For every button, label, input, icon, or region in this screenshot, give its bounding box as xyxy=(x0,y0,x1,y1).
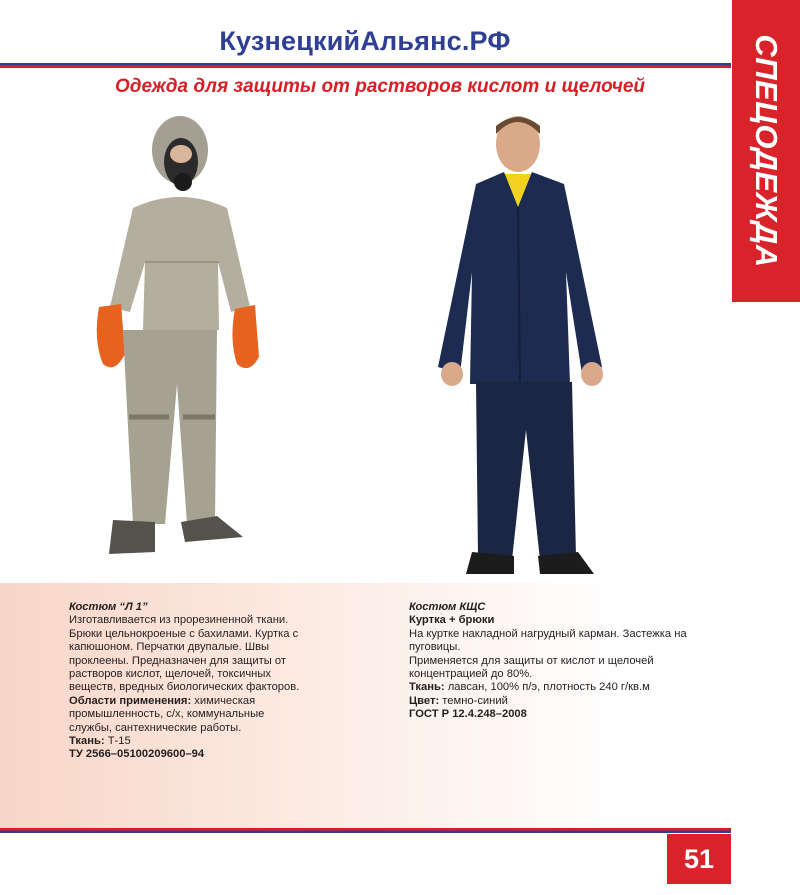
fabric-text: лавсан, 100% п/э, плотность 240 г/кв.м xyxy=(444,681,650,694)
usage-label: Области применения: xyxy=(69,694,192,707)
product-standard: ГОСТ Р 12.4.248–2008 xyxy=(409,708,527,721)
section-side-tab xyxy=(732,0,800,302)
product-title: Костюм КЩС xyxy=(409,601,486,613)
product-description-extra: Применяется для защиты от кислот и щелочей концентрацией до 80%. xyxy=(409,654,654,681)
header-divider xyxy=(0,63,731,68)
section-subtitle: Одежда для защиты от растворов кислот и щелочей xyxy=(114,76,646,97)
color-text: темно-синий xyxy=(439,694,508,707)
page-number: 51 xyxy=(667,834,731,884)
product-description: Изготавливается из прорезиненной ткани. Брюки цельнокроеные с бахилами. Куртка с капюшоном. Перчатки двупалые. Швы проклеены. Предназначен для защиты от растворов кислот, щелочей, токсичных веществ, вредных биологических факторов. xyxy=(69,614,300,694)
site-title: КузнецкийАльянс.РФ xyxy=(219,26,511,56)
color-label: Цвет: xyxy=(409,694,440,707)
product-photos xyxy=(0,100,730,585)
footer-divider xyxy=(0,828,731,833)
product-photo-l1-suit xyxy=(85,112,265,562)
fabric-label: Ткань: xyxy=(69,735,105,748)
product-description-l1 xyxy=(69,601,309,762)
product-description: На куртке накладной нагрудный карман. Застежка на пуговицы. xyxy=(409,627,687,654)
side-tab-label: СПЕЦОДЕЖДА xyxy=(749,34,784,268)
product-description-kshs xyxy=(409,601,709,722)
fabric-label: Ткань: xyxy=(409,681,445,694)
product-fabric xyxy=(69,735,309,748)
product-color xyxy=(409,695,709,708)
product-usage xyxy=(69,695,309,735)
usage-text: химическая промышленность, с/х, коммунальные службы, сантехнические работы. xyxy=(69,694,265,734)
product-photo-kshs-suit xyxy=(432,112,612,582)
product-subtitle: Куртка + брюки xyxy=(409,614,495,627)
fabric-text: Т-15 xyxy=(104,735,131,748)
product-fabric xyxy=(409,681,709,694)
product-standard: ТУ 2566–05100209600–94 xyxy=(69,748,205,761)
product-title: Костюм “Л 1” xyxy=(69,601,148,613)
